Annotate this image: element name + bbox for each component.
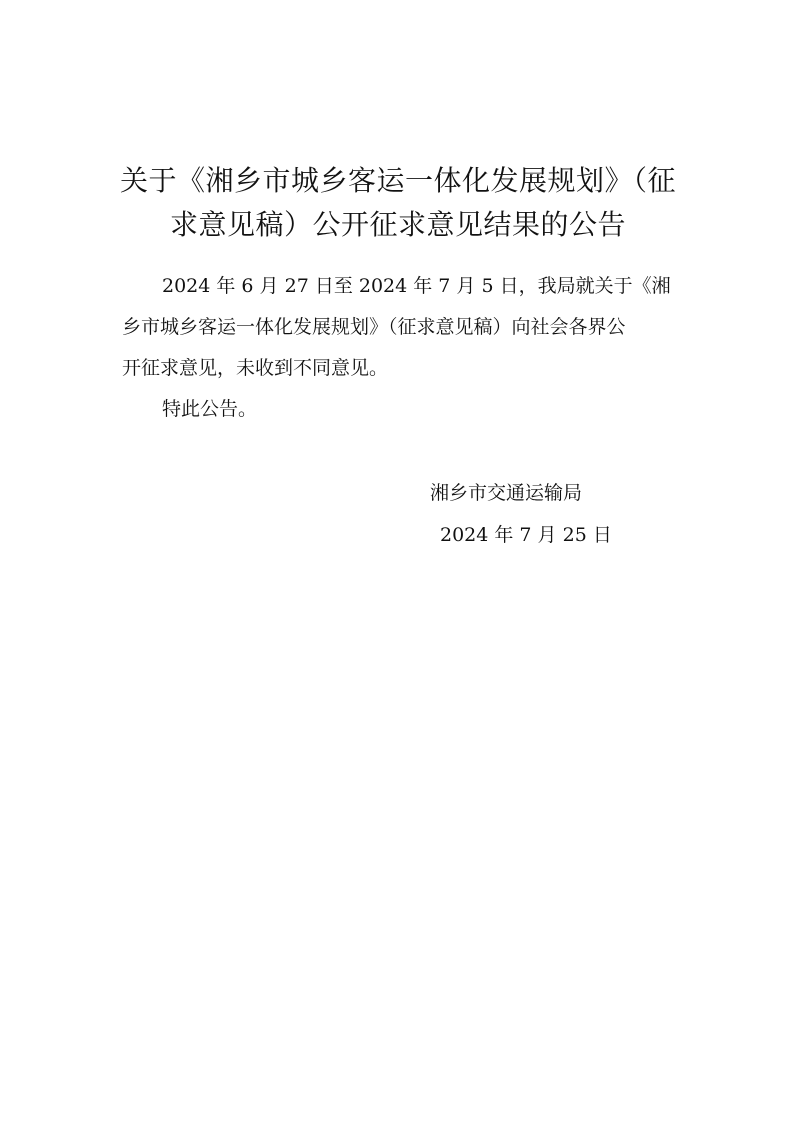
notice-body bbox=[122, 266, 678, 430]
title-line-2: 求意见稿）公开征求意见结果的公告 bbox=[169, 207, 626, 241]
document-title bbox=[118, 159, 678, 247]
title-line-1: 关于《湘乡市城乡客运一体化发展规划》（征 bbox=[119, 163, 676, 197]
body-line-2: 乡市城乡客运一体化发展规划》（征求意见稿）向社会各界公 bbox=[122, 316, 626, 338]
signature-block bbox=[430, 472, 670, 556]
body-line-1: 2024 年 6 月 27 日至 2024 年 7 月 5 日，我局就关于《湘 bbox=[162, 275, 671, 297]
body-line-3: 开征求意见，未收到不同意见。 bbox=[122, 357, 389, 379]
issuing-organization: 湘乡市交通运输局 bbox=[430, 482, 583, 504]
issue-date: 2024 年 7 月 25 日 bbox=[440, 524, 612, 546]
closing-statement: 特此公告。 bbox=[162, 398, 258, 420]
